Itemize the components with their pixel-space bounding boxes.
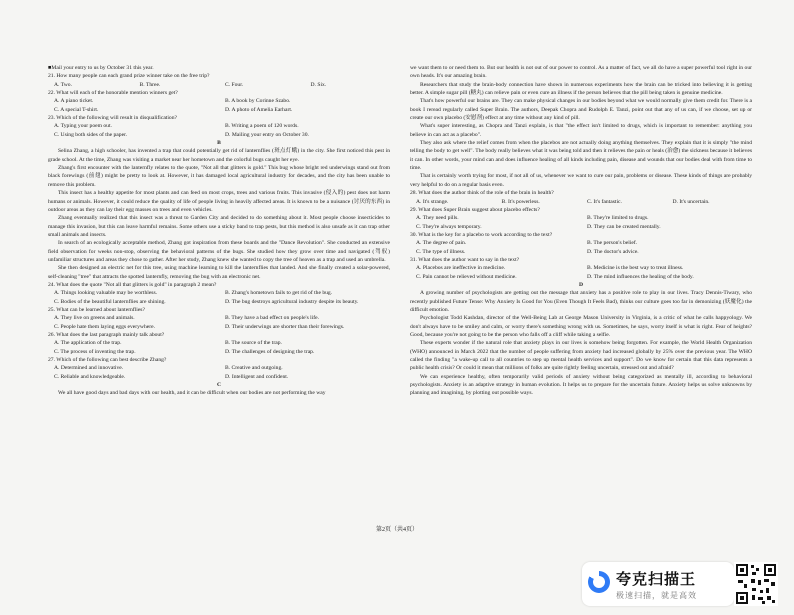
passage-paragraph: we want them to or need them to. But our health is not out of our power to control. As a matter of fact, we all do have a super powerful tool right in our own heads. It's our amazing brain. [410, 65, 752, 80]
answer-option: A. It's strange. [416, 198, 449, 205]
answer-options-row [48, 339, 390, 347]
answer-option: C. The type of illness. [416, 248, 466, 255]
answer-option: A. Things looking valuable may be worthless. [54, 290, 158, 297]
page-footer [0, 524, 794, 533]
passage-paragraph: She then designed an electric net for this tree, using machine learning to kill the lanternflies that landed. And she finally created a solar-powered, self-cleaning "tree" that attracts the spotted lanternfly, removing the bug with an electronic net. [48, 265, 390, 280]
scanner-logo-icon [588, 571, 610, 593]
question-stem: 27. Which of the following can best describe Zhang? [48, 357, 167, 364]
answer-option: C. The process of inventing the trap. [54, 348, 136, 355]
passage-paragraph: ■Mail your entry to us by October 31 this year. [48, 65, 154, 71]
answer-option: D. Six. [310, 81, 327, 88]
answer-option: C. Bodies of the beautiful lanternflies are shining. [54, 298, 166, 305]
passage-paragraph: Zhang eventually realized that this insect was a threat to Garden City and decided to do something about it. Most people choose insecticides to manage this invasion, but this can leave harmful remains. Some others use a sticky band to trap pests, but this method is also unsafe as it can trap other small animals and insects. [48, 215, 390, 238]
answer-option: D. They can be created mentally. [587, 223, 661, 230]
answer-option: A. They live on greens and animals. [54, 315, 135, 322]
section-letter: D [578, 281, 584, 288]
answer-options-row [48, 364, 390, 372]
question-stem: 25. What can be learned about lanternflies? [48, 306, 145, 313]
left-column [48, 64, 390, 398]
answer-option: C. People hate them laying eggs everywhere. [54, 323, 155, 330]
answer-option: B. Creative and outgoing. [225, 365, 283, 372]
answer-option: B. They have a bad effect on people's life. [225, 315, 319, 322]
answer-option: C. They're always temporary. [416, 223, 482, 230]
answer-option: A. The application of the trap. [54, 340, 122, 347]
question-stem: 24. What does the quote "Not all that glitters is gold" in paragraph 2 mean? [48, 281, 217, 288]
passage-paragraph: That's how powerful our brains are. They can make physical changes in our bodies beyond what we would normally give them credit for. There is a book I reread regularly called Super Brain. The authors, Deepak Chopra and Rudolph E. Tanzi, point out that any of us can, if we choose, set up or create our own placebo (安慰剂) effect at any time without any kind of pill. [410, 98, 752, 122]
answer-option: B. It's powerless. [501, 198, 540, 205]
answer-option: A. Determined and innovative. [54, 365, 124, 372]
answer-options-row [48, 131, 390, 139]
answer-option: B. Three. [139, 81, 161, 88]
answer-option: B. They're limited to drugs. [587, 215, 649, 222]
answer-option: C. It's fantastic. [587, 198, 622, 205]
passage-paragraph: A growing number of psychologists are getting out the message that anxiety has a positive role to play in our lives. Tracy Dennis-Tiwary, who recently published Future Tense: Why Anxiety Is Good for You (Even Though It Feels Bad), thinks our culture goes too far in demonizing (妖魔化) the difficult emotion. [410, 290, 752, 313]
answer-options-row [48, 323, 390, 331]
passage-paragraph: What's super interesting, as Chopra and Tanzi explain, is that "the effect isn't limited to drugs, which is important to remember: anything you believe in can act as a placebo". [410, 123, 752, 138]
passage-paragraph: We can experience healthy, often temporarily valid periods of anxiety without being categorized as mentally ill, according to behavioral psychologists. Anxiety is an adaptive strategy in human evolution. It helps us to prepare for the uncertain future. Anxiety helps us solve unknowns by planning and imagining, by plotting out possible ways. [410, 373, 752, 397]
answer-options-row [410, 239, 752, 247]
watermark-brand: 夸克扫描王 [616, 570, 697, 588]
passage-paragraph: Researchers that study the brain-body connection have shown in numerous experiments how the brain can be tricked into believing it is getting better. A simple sugar pill (糖丸) can relieve pain or even cure an illness if the person believes that the pill being taken is genuine medicine. [410, 81, 752, 97]
answer-options-row [48, 289, 390, 297]
passage-paragraph: Selina Zhang, a high schooler, has invented a trap that could potentially get rid of lanternflies (斑点灯蛾) in the city. She first noticed this pest in grade school. At the time, Zhang was visiting a market near her hometown and the colorful bugs caught her eye. [48, 148, 390, 163]
answer-options-row [410, 264, 752, 272]
answer-options-row [410, 273, 752, 281]
passage-paragraph: Psychologist Todd Kashdan, director of the Well-Being Lab at George Mason University in Virginia, is a critic of what he calls happyology. We don't always have to be smiley and calm, or worry there's something wrong with us. Sometimes, he says, worry itself is what is right. Fear of heights? Good, because you're not going to be the person who falls off a cliff while taking a selfie. [410, 315, 752, 338]
passage-paragraph: That is certainly worth trying for most, if not all of us, whenever we want to cure our pain, problems or disease. These kinds of things are probably very helpful to do on a regular basis even. [410, 173, 752, 188]
answer-option: D. A photo of Amelia Earhart. [225, 106, 293, 113]
answer-option: B. Zhang's hometown fails to get rid of the bug. [225, 290, 333, 297]
answer-option: D. Intelligent and confident. [225, 373, 289, 380]
answer-option: B. Medicine is the best way to treat illness. [587, 265, 684, 272]
answer-options-row [410, 248, 752, 256]
answer-option: C. Four. [225, 81, 244, 88]
right-column [410, 64, 752, 398]
answer-options-row [48, 298, 390, 306]
answer-option: D. The doctor's advice. [587, 248, 639, 255]
answer-options-row [48, 81, 390, 89]
passage-paragraph: They also ask where the relief comes from when the placebos are not actually doing anything themselves. They explain that it is simply "the mind telling the body to get well". The body really believes what it was being told and then it relieves the pain or heals (治愈) the sickness because it believes it can. In other words, your mind can and does influence healing of all kinds including pain, disease and wounds that our bodies deal with from time to time. [410, 140, 752, 172]
answer-option: D. It's uncertain. [672, 198, 710, 205]
answer-options-row [48, 348, 390, 356]
answer-option: A. Two. [54, 81, 72, 88]
section-letter: B [217, 140, 221, 147]
answer-option: D. The mind influences the healing of the body. [587, 273, 694, 280]
answer-options-row [48, 97, 390, 105]
question-stem: 30. What is the key for a placebo to work according to the text? [410, 231, 553, 238]
answer-option: B. Writing a poem of 120 words. [225, 123, 299, 130]
passage-paragraph: These experts wonder if the natural role that anxiety plays in our lives is somehow being forgotten. For example, the World Health Organization (WHO) announced in March 2022 that the number of people suffering from anxiety had increased globally by 25% over the previous year. The WHO called the finding "a wake-up call to all countries to step up mental health services and support". Do we know for certain that this data represents a public health crisis? Or could it mean that millions of folks are quite rightly feeling uncertain, stressed out and afraid? [410, 340, 752, 372]
answer-options-row [48, 122, 390, 130]
answer-option: C. Pain cannot be relieved without medicine. [416, 273, 517, 280]
answer-option: A. Typing your poem out. [54, 123, 112, 130]
answer-option: D. Mailing your entry on October 30. [225, 131, 309, 138]
answer-options-row [48, 106, 390, 114]
scanner-watermark [582, 562, 734, 606]
answer-option: A. Placebos are ineffective in medicine. [416, 265, 506, 272]
answer-option: A. A piano ticket. [54, 98, 94, 105]
question-stem: 23. Which of the following will result in disqualification? [48, 115, 177, 122]
passage-paragraph: Zhang's first encounter with the lanternfly relates to the quote, "Not all that glitters is gold." This bug whose bright red underwings stand out from black forewings (前翅) might be pretty to look at. However, it has damaged local agricultural industry for decades, and the city has been unable to remove this problem. [48, 165, 390, 188]
answer-option: A. They need pills. [416, 215, 459, 222]
answer-option: D. The bug destroys agricultural industry despite its beauty. [225, 298, 359, 305]
answer-option: B. The person's belief. [587, 240, 638, 247]
answer-option: B. A book by Corinne Szabo. [225, 98, 291, 105]
question-stem: 29. What does Super Brain suggest about placebo effects? [410, 206, 540, 213]
question-stem: 28. What does the author think of the role of the brain in health? [410, 190, 554, 197]
question-stem: 21. How many people can each grand prize winner take on the free trip? [48, 73, 210, 80]
answer-option: C. Reliable and knowledgeable. [54, 373, 126, 380]
answer-option: D. The challenges of designing the trap. [225, 348, 315, 355]
page-number-label: 第2页（共4页） [375, 527, 418, 533]
answer-option: C. Using both sides of the paper. [54, 131, 128, 138]
answer-options-row [48, 314, 390, 322]
answer-option: C. A special T-shirt. [54, 106, 99, 113]
answer-options-row [410, 198, 752, 206]
qr-code-icon [734, 562, 778, 606]
passage-paragraph: We all have good days and bad days with our health, and it can be difficult when our bodies are not performing the way [58, 390, 326, 397]
answer-options-row [48, 373, 390, 381]
passage-paragraph: In search of an ecologically acceptable method, Zhang got inspiration from these boards and the "Dance Revolution". She conducted an extensive field observation for weeks non-stop, observing the behavioral patterns of the bugs. She studied how they grow over time and navigated (驾驭) unfamiliar structures and areas they chose to gather. After her study, Zhang knew she wanted to copy the tree of heaven as a trap and used an umbrella. [48, 240, 390, 263]
watermark-slogan: 极速扫描，就是高效 [616, 591, 697, 600]
answer-options-row [410, 214, 752, 222]
answer-option: D. Their underwings are shorter than their forewings. [225, 323, 345, 330]
answer-option: A. The degree of pain. [416, 240, 467, 247]
answer-option: B. The source of the trap. [225, 340, 282, 347]
answer-options-row [410, 223, 752, 231]
section-letter: C [216, 382, 222, 389]
question-stem: 22. What will each of the honorable mention winners get? [48, 90, 178, 97]
question-stem: 26. What does the last paragraph mainly talk about? [48, 332, 165, 338]
question-stem: 31. What does the author want to say in the text? [410, 256, 520, 263]
passage-paragraph: This insect has a healthy appetite for most plants and can feed on most crops, trees and various fruits. This invasive (侵入的) pest does not harm humans or animals. However, it could reduce the quality of life of people living in heavily affected areas. It is known to be a nuisance (讨厌的东西) in outdoor areas as they can lay their egg masses on trees and even vehicles. [48, 190, 390, 213]
